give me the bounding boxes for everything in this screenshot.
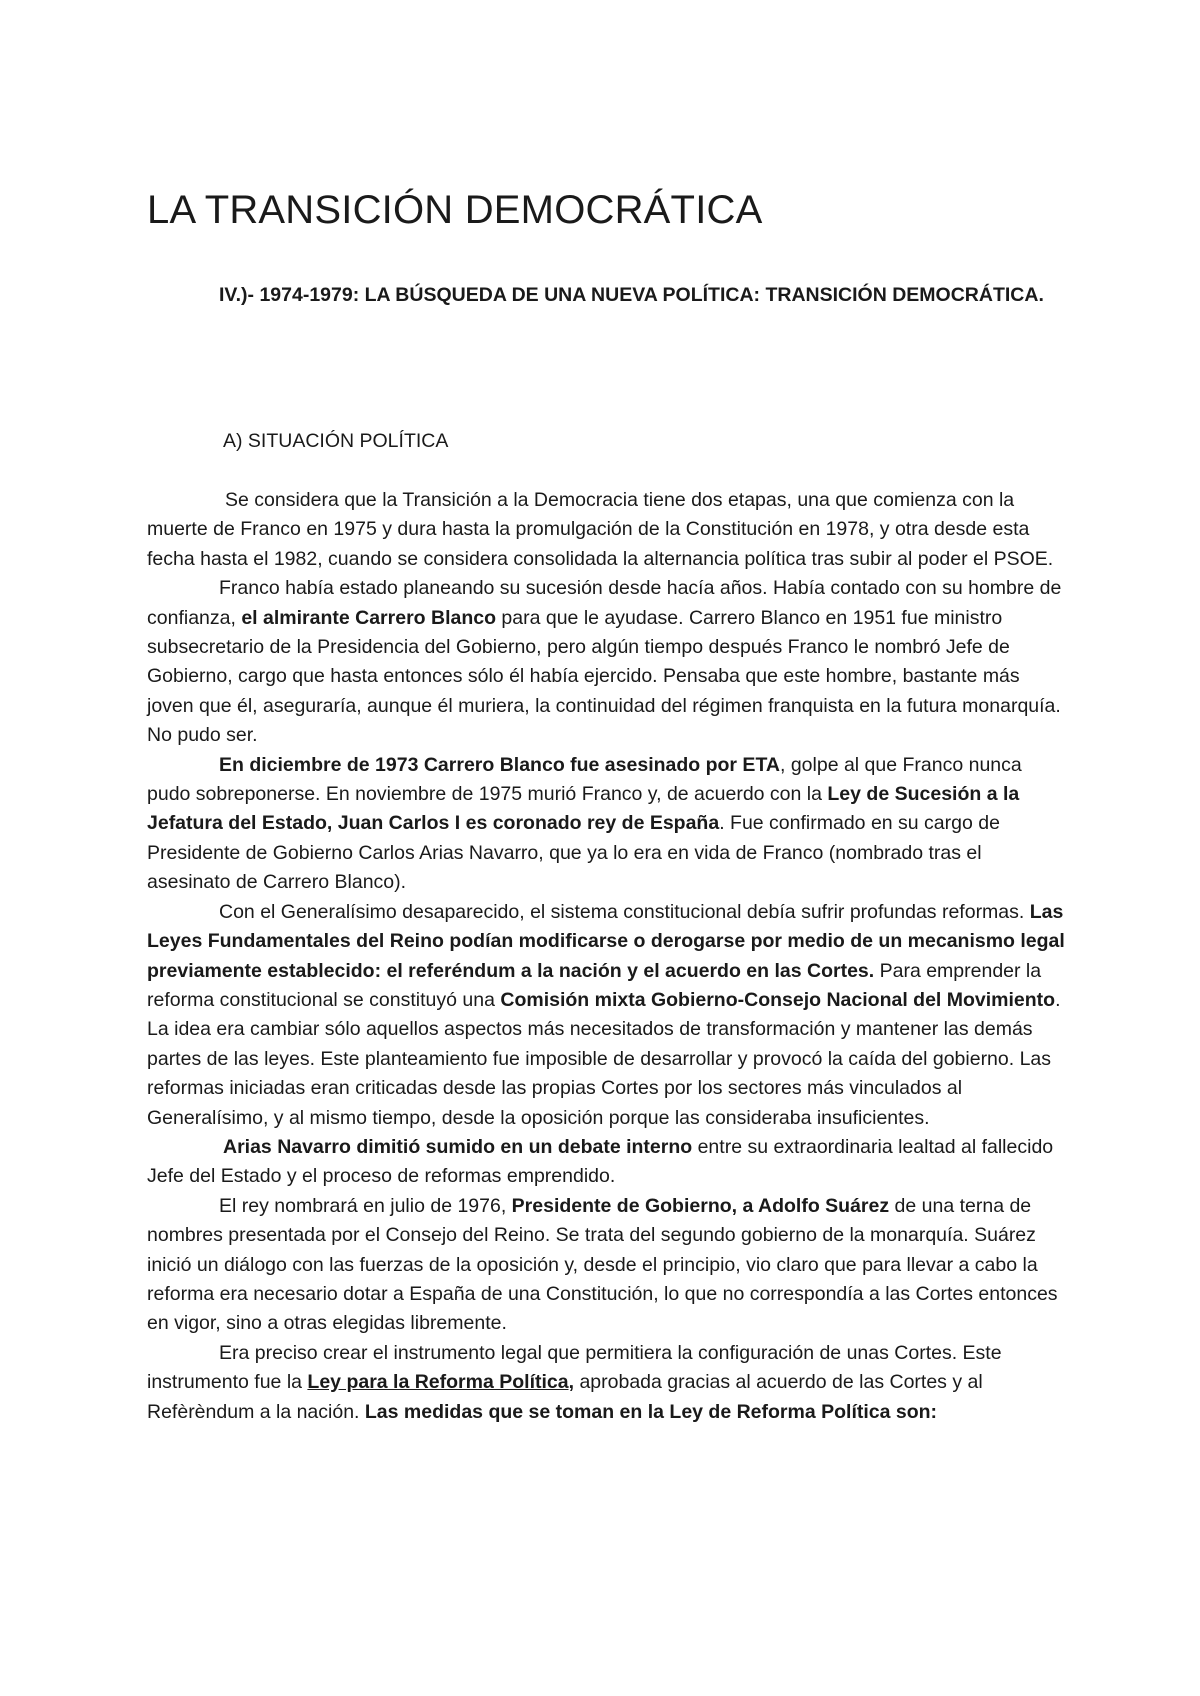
paragraph-franco-succession [147, 574, 1069, 750]
bold-text: En diciembre de 1973 Carrero Blanco fue asesinado por ETA [219, 753, 780, 776]
paragraph-arias-resignation [147, 1133, 1069, 1192]
paragraph-text: entre su extraordinaria lealtad al fallecido Jefe del Estado y el proceso de reformas emprendido. [147, 1135, 1054, 1188]
paragraph-text: de una terna de nombres presentada por el Consejo del Reino. Se trata del segundo gobierno de la monarquía. Suárez inició un diálogo con las fuerzas de la oposición y, desde el principio, vio claro que para llevar a cabo la reforma era necesario dotar a España de una Constitución, lo que no correspondía a las Cortes entonces en vigor, sino a otras elegidas libremente. [147, 1194, 1058, 1335]
section-heading: IV.)- 1974-1979: LA BÚSQUEDA DE UNA NUEVA POLÍTICA: TRANSICIÓN DEMOCRÁTICA. [219, 284, 1044, 306]
paragraph-text: Franco había estado planeando su sucesión desde hacía años. Había contado con su hombre de confianza, [147, 577, 1062, 629]
paragraph-text: Con el Generalísimo desaparecido, el sistema constitucional debía sufrir profundas reformas. [219, 900, 1030, 923]
document-title: LA TRANSICIÓN DEMOCRÁTICA [147, 188, 763, 232]
paragraph-text: Era preciso crear el instrumento legal que permitiera la configuración de unas Cortes. Este instrumento fue la [147, 1341, 1002, 1394]
paragraph-text: . La idea era cambiar sólo aquellos aspectos más necesitados de transformación y mantener las demás partes de las leyes. Este planteamiento fue imposible de desarrollar y provocó la caída del gobierno. Las reformas iniciadas eran criticadas desde las propias Cortes por los sectores más vinculados al Generalísimo, y al mismo tiempo, desde la oposición porque las consideraba insuficientes. [147, 988, 1061, 1129]
paragraph-constitutional-reforms [147, 898, 1069, 1133]
bold-text: Comisión mixta Gobierno-Consejo Nacional del Movimiento [500, 988, 1056, 1011]
paragraph-text: para que le ayudase. Carrero Blanco en 1951 fue ministro subsecretario de la Presidencia del Gobierno, pero algún tiempo después Franco le nombró Jefe de Gobierno, cargo que hasta entonces sólo él había ejercido. Pensaba que este hombre, bastante más joven que él, aseguraría, aunque él muriera, la continuidad del régimen franquista en la futura monarquía. No pudo ser. [147, 606, 1061, 747]
paragraph-text: . Fue confirmado en su cargo de Presidente de Gobierno Carlos Arias Navarro, que ya lo era en vida de Franco (nombrado tras el asesinato de Carrero Blanco). [147, 812, 1000, 894]
bold-text: Las Leyes Fundamentales del Reino podían modificarse o derogarse por medio de un mecanismo legal previamente establecido: el referéndum a la nación y el acuerdo en las Cortes. [147, 900, 1065, 982]
paragraph-text: Se considera que la Transición a la Democracia tiene dos etapas, una que comienza con la muerte de Franco en 1975 y dura hasta la promulgación de la Constitución en 1978, y otra desde esta fecha hasta el 1982, cuando se considera consolidada la alternancia política tras subir al poder el PSOE. [147, 489, 1054, 570]
paragraph-political-reform-law [147, 1339, 1069, 1427]
underlined-bold-text: Ley para la Reforma Política, [307, 1371, 575, 1394]
paragraph-carrero-assassination [147, 751, 1069, 898]
bold-text: Presidente de Gobierno, a Adolfo Suárez [511, 1194, 890, 1217]
paragraph-text: Para emprender la reforma constitucional se constituyó una [147, 959, 1042, 1011]
body-text [147, 486, 1069, 1427]
bold-text: Ley de Sucesión a la Jefatura del Estado, Juan Carlos I es coronado rey de España [147, 783, 1020, 835]
paragraph-suarez-appointment [147, 1192, 1069, 1339]
bold-text: el almirante Carrero Blanco [241, 606, 496, 629]
paragraph-transition-stages [147, 486, 1069, 574]
sub-heading: A) SITUACIÓN POLÍTICA [223, 430, 449, 452]
paragraph-text: , golpe al que Franco nunca pudo sobreponerse. En noviembre de 1975 murió Franco y, de acuerdo con la [147, 753, 1022, 806]
bold-text: Las medidas que se toman en la Ley de Reforma Política son: [364, 1400, 938, 1423]
bold-text: Arias Navarro dimitió sumido en un debate interno [223, 1135, 693, 1158]
paragraph-text: El rey nombrará en julio de 1976, [219, 1194, 512, 1217]
paragraph-text: aprobada gracias al acuerdo de las Cortes y al Refèrèndum a la nación. [147, 1371, 983, 1423]
